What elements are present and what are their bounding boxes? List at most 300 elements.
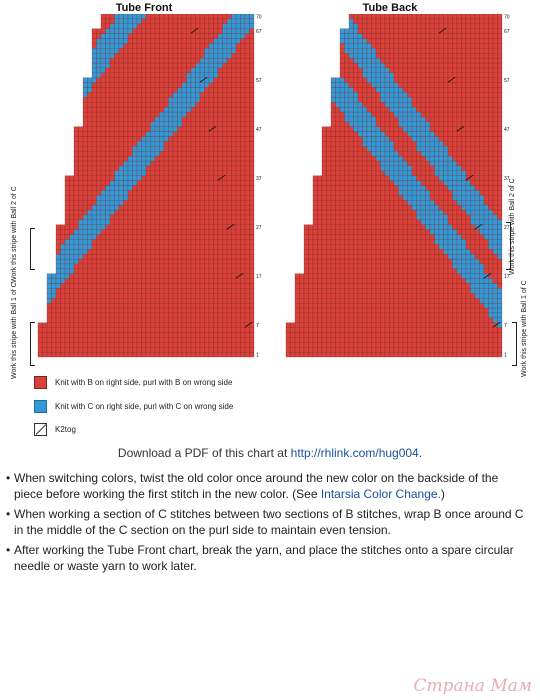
front-stitch-cell — [169, 58, 174, 63]
front-stitch-cell — [232, 249, 237, 254]
back-stitch-cell — [498, 269, 503, 274]
front-stitch-cell — [47, 274, 52, 279]
front-stitch-cell — [200, 200, 205, 205]
back-stitch-cell — [381, 318, 386, 323]
front-stitch-cell — [74, 146, 79, 151]
back-stitch-cell — [412, 298, 417, 303]
back-stitch-cell — [345, 342, 350, 347]
front-stitch-cell — [92, 132, 97, 137]
front-stitch-cell — [191, 225, 196, 230]
front-stitch-cell — [187, 186, 192, 191]
front-stitch-cell — [205, 68, 210, 73]
front-stitch-cell — [88, 127, 93, 132]
back-stitch-cell — [385, 190, 390, 195]
front-stitch-cell — [146, 264, 151, 269]
front-stitch-cell — [101, 68, 106, 73]
back-stitch-cell — [439, 347, 444, 352]
front-stitch-cell — [191, 92, 196, 97]
back-stitch-cell — [426, 210, 431, 215]
front-stitch-cell — [83, 230, 88, 235]
front-stitch-cell — [142, 117, 147, 122]
back-stitch-cell — [403, 323, 408, 328]
back-stitch-cell — [457, 195, 462, 200]
front-stitch-cell — [79, 151, 84, 156]
front-stitch-cell — [173, 274, 178, 279]
front-stitch-cell — [209, 264, 214, 269]
front-stitch-cell — [182, 195, 187, 200]
front-stitch-cell — [128, 269, 133, 274]
back-stitch-cell — [295, 318, 300, 323]
front-stitch-cell — [56, 318, 61, 323]
back-stitch-cell — [489, 137, 494, 142]
back-stitch-cell — [426, 137, 431, 142]
back-stitch-cell — [336, 298, 341, 303]
front-stitch-cell — [245, 235, 250, 240]
front-stitch-cell — [173, 63, 178, 68]
front-stitch-cell — [209, 279, 214, 284]
front-stitch-cell — [227, 43, 232, 48]
front-stitch-cell — [164, 293, 169, 298]
back-stitch-cell — [435, 161, 440, 166]
back-stitch-cell — [313, 220, 318, 225]
front-stitch-cell — [79, 239, 84, 244]
back-stitch-cell — [412, 127, 417, 132]
front-stitch-cell — [106, 186, 111, 191]
back-stitch-cell — [363, 264, 368, 269]
back-stitch-cell — [336, 347, 341, 352]
front-stitch-cell — [236, 313, 241, 318]
front-stitch-cell — [169, 186, 174, 191]
front-stitch-cell — [182, 279, 187, 284]
front-stitch-cell — [196, 298, 201, 303]
back-stitch-cell — [313, 328, 318, 333]
front-stitch-cell — [250, 225, 255, 230]
front-stitch-cell — [218, 132, 223, 137]
back-stitch-cell — [471, 137, 476, 142]
back-stitch-cell — [394, 279, 399, 284]
front-stitch-cell — [214, 333, 219, 338]
back-stitch-cell — [399, 200, 404, 205]
front-stitch-cell — [164, 279, 169, 284]
front-stitch-cell — [223, 347, 228, 352]
front-stitch-cell — [236, 53, 241, 58]
back-stitch-cell — [381, 225, 386, 230]
back-stitch-cell — [471, 303, 476, 308]
front-stitch-cell — [74, 323, 79, 328]
back-stitch-cell — [331, 279, 336, 284]
front-stitch-cell — [160, 161, 165, 166]
front-stitch-cell — [164, 122, 169, 127]
back-stitch-cell — [480, 284, 485, 289]
back-stitch-cell — [381, 279, 386, 284]
front-stitch-cell — [160, 58, 165, 63]
back-stitch-cell — [349, 313, 354, 318]
back-stitch-cell — [318, 195, 323, 200]
front-stitch-cell — [218, 200, 223, 205]
front-stitch-cell — [236, 225, 241, 230]
front-stitch-cell — [250, 24, 255, 29]
back-stitch-cell — [444, 132, 449, 137]
front-stitch-cell — [214, 137, 219, 142]
back-stitch-cell — [498, 303, 503, 308]
back-stitch-cell — [412, 342, 417, 347]
front-stitch-cell — [160, 288, 165, 293]
front-stitch-cell — [79, 323, 84, 328]
back-stitch-cell — [489, 244, 494, 249]
back-stitch-cell — [304, 298, 309, 303]
back-stitch-cell — [322, 259, 327, 264]
back-stitch-cell — [498, 186, 503, 191]
front-stitch-cell — [92, 264, 97, 269]
front-stitch-cell — [182, 63, 187, 68]
back-stitch-cell — [318, 352, 323, 357]
front-stitch-cell — [164, 308, 169, 313]
back-stitch-cell — [430, 195, 435, 200]
front-stitch-cell — [173, 146, 178, 151]
back-stitch-cell — [462, 264, 467, 269]
back-stitch-cell — [327, 323, 332, 328]
back-stitch-cell — [466, 161, 471, 166]
back-stitch-cell — [493, 244, 498, 249]
back-stitch-cell — [417, 146, 422, 151]
back-stitch-cell — [340, 313, 345, 318]
front-stitch-cell — [61, 342, 66, 347]
back-stitch-cell — [327, 308, 332, 313]
front-stitch-cell — [88, 303, 93, 308]
front-stitch-cell — [137, 73, 142, 78]
front-stitch-cell — [97, 127, 102, 132]
back-stitch-cell — [480, 239, 485, 244]
front-stitch-cell — [187, 298, 192, 303]
front-stitch-cell — [236, 215, 241, 220]
back-stitch-cell — [331, 205, 336, 210]
front-stitch-cell — [236, 298, 241, 303]
back-stitch-cell — [426, 195, 431, 200]
front-stitch-cell — [92, 43, 97, 48]
back-stitch-cell — [322, 161, 327, 166]
front-stitch-cell — [209, 92, 214, 97]
back-stitch-cell — [417, 171, 422, 176]
front-stitch-cell — [97, 284, 102, 289]
front-stitch-cell — [115, 68, 120, 73]
front-stitch-cell — [83, 122, 88, 127]
back-stitch-cell — [435, 274, 440, 279]
front-stitch-cell — [115, 195, 120, 200]
front-stitch-cell — [178, 141, 183, 146]
back-stitch-cell — [381, 220, 386, 225]
front-stitch-cell — [119, 190, 124, 195]
front-stitch-cell — [187, 73, 192, 78]
back-stitch-cell — [354, 210, 359, 215]
front-stitch-cell — [142, 303, 147, 308]
back-stitch-cell — [336, 352, 341, 357]
back-stitch-cell — [498, 249, 503, 254]
back-stitch-cell — [462, 333, 467, 338]
front-stitch-cell — [187, 190, 192, 195]
front-stitch-cell — [241, 53, 246, 58]
back-stitch-cell — [394, 288, 399, 293]
front-stitch-cell — [232, 127, 237, 132]
back-stitch-cell — [340, 220, 345, 225]
back-stitch-cell — [394, 269, 399, 274]
back-stitch-cell — [358, 146, 363, 151]
front-stitch-cell — [133, 34, 138, 39]
front-stitch-cell — [191, 190, 196, 195]
back-stitch-cell — [345, 279, 350, 284]
front-stitch-cell — [74, 151, 79, 156]
front-stitch-cell — [169, 166, 174, 171]
front-stitch-cell — [115, 249, 120, 254]
back-stitch-cell — [444, 171, 449, 176]
front-stitch-cell — [245, 337, 250, 342]
back-stitch-cell — [394, 254, 399, 259]
front-stitch-cell — [83, 279, 88, 284]
back-stitch-cell — [417, 205, 422, 210]
front-stitch-cell — [74, 161, 79, 166]
front-stitch-cell — [146, 235, 151, 240]
front-stitch-cell — [151, 230, 156, 235]
back-stitch-cell — [421, 210, 426, 215]
front-stitch-cell — [209, 34, 214, 39]
back-stitch-cell — [484, 284, 489, 289]
back-stitch-cell — [372, 137, 377, 142]
front-stitch-cell — [209, 342, 214, 347]
back-stitch-cell — [484, 254, 489, 259]
front-stitch-cell — [133, 313, 138, 318]
front-stitch-cell — [133, 146, 138, 151]
front-stitch-cell — [241, 186, 246, 191]
front-stitch-cell — [169, 146, 174, 151]
back-stitch-cell — [340, 249, 345, 254]
front-stitch-cell — [101, 308, 106, 313]
front-stitch-cell — [178, 333, 183, 338]
back-stitch-cell — [358, 151, 363, 156]
front-stitch-cell — [214, 43, 219, 48]
back-stitch-cell — [372, 239, 377, 244]
front-stitch-cell — [214, 141, 219, 146]
back-stitch-cell — [453, 274, 458, 279]
front-stitch-cell — [232, 200, 237, 205]
front-stitch-cell — [128, 190, 133, 195]
front-stitch-cell — [151, 137, 156, 142]
front-stitch-cell — [155, 284, 160, 289]
back-stitch-cell — [318, 225, 323, 230]
front-stitch-cell — [169, 132, 174, 137]
back-stitch-cell — [430, 122, 435, 127]
front-stitch-cell — [70, 303, 75, 308]
back-stitch-cell — [318, 323, 323, 328]
front-stitch-cell — [119, 127, 124, 132]
front-stitch-cell — [245, 102, 250, 107]
front-stitch-cell — [83, 303, 88, 308]
front-stitch-cell — [218, 249, 223, 254]
front-stitch-cell — [178, 107, 183, 112]
back-stitch-cell — [408, 328, 413, 333]
front-stitch-cell — [223, 92, 228, 97]
front-stitch-cell — [155, 259, 160, 264]
back-stitch-cell — [462, 342, 467, 347]
front-stitch-cell — [178, 19, 183, 24]
back-stitch-cell — [322, 279, 327, 284]
front-stitch-cell — [209, 137, 214, 142]
back-stitch-cell — [327, 259, 332, 264]
back-stitch-cell — [480, 176, 485, 181]
front-stitch-cell — [191, 161, 196, 166]
front-stitch-cell — [173, 48, 178, 53]
front-stitch-cell — [236, 68, 241, 73]
front-stitch-cell — [164, 19, 169, 24]
front-stitch-cell — [245, 39, 250, 44]
front-stitch-cell — [115, 298, 120, 303]
front-stitch-cell — [223, 171, 228, 176]
back-stitch-cell — [376, 244, 381, 249]
back-stitch-cell — [403, 161, 408, 166]
front-stitch-cell — [155, 308, 160, 313]
back-stitch-cell — [354, 352, 359, 357]
front-stitch-cell — [38, 352, 43, 357]
front-stitch-cell — [178, 53, 183, 58]
back-stitch-cell — [430, 323, 435, 328]
front-stitch-cell — [164, 352, 169, 357]
front-stitch-cell — [241, 166, 246, 171]
back-stitch-cell — [448, 259, 453, 264]
back-stitch-cell — [498, 288, 503, 293]
back-stitch-cell — [430, 298, 435, 303]
front-stitch-cell — [236, 58, 241, 63]
back-stitch-cell — [448, 146, 453, 151]
front-stitch-cell — [155, 318, 160, 323]
front-stitch-cell — [205, 58, 210, 63]
front-stitch-cell — [115, 337, 120, 342]
back-stitch-cell — [435, 259, 440, 264]
front-stitch-cell — [106, 210, 111, 215]
back-stitch-cell — [304, 269, 309, 274]
front-stitch-cell — [92, 166, 97, 171]
front-stitch-cell — [196, 200, 201, 205]
front-stitch-cell — [146, 48, 151, 53]
front-stitch-cell — [137, 39, 142, 44]
front-stitch-cell — [133, 259, 138, 264]
front-stitch-cell — [196, 39, 201, 44]
front-stitch-cell — [241, 347, 246, 352]
back-stitch-cell — [345, 220, 350, 225]
front-stitch-cell — [245, 151, 250, 156]
front-stitch-cell — [200, 337, 205, 342]
back-stitch-cell — [309, 342, 314, 347]
front-stitch-cell — [196, 34, 201, 39]
front-stitch-cell — [241, 279, 246, 284]
front-stitch-cell — [227, 73, 232, 78]
back-stitch-cell — [390, 269, 395, 274]
front-stitch-cell — [227, 19, 232, 24]
front-stitch-cell — [196, 342, 201, 347]
back-stitch-cell — [340, 166, 345, 171]
front-stitch-cell — [133, 117, 138, 122]
front-stitch-cell — [214, 298, 219, 303]
front-stitch-cell — [232, 48, 237, 53]
front-stitch-cell — [61, 288, 66, 293]
front-stitch-cell — [65, 337, 70, 342]
front-stitch-cell — [250, 274, 255, 279]
front-stitch-cell — [101, 303, 106, 308]
front-stitch-cell — [205, 230, 210, 235]
front-stitch-cell — [133, 235, 138, 240]
front-stitch-cell — [119, 161, 124, 166]
back-stitch-cell — [304, 323, 309, 328]
front-stitch-cell — [196, 141, 201, 146]
front-stitch-cell — [151, 342, 156, 347]
back-stitch-cell — [363, 176, 368, 181]
front-stitch-cell — [160, 14, 165, 19]
front-stitch-cell — [187, 215, 192, 220]
front-stitch-cell — [142, 342, 147, 347]
back-stitch-cell — [349, 210, 354, 215]
front-stitch-cell — [223, 303, 228, 308]
front-stitch-cell — [196, 244, 201, 249]
back-stitch-cell — [340, 333, 345, 338]
back-stitch-cell — [399, 333, 404, 338]
front-stitch-cell — [241, 171, 246, 176]
back-stitch-cell — [318, 279, 323, 284]
back-stitch-cell — [430, 137, 435, 142]
back-stitch-cell — [385, 269, 390, 274]
front-stitch-cell — [178, 259, 183, 264]
front-stitch-cell — [164, 171, 169, 176]
back-stitch-cell — [417, 337, 422, 342]
front-stitch-cell — [209, 347, 214, 352]
back-stitch-cell — [435, 328, 440, 333]
front-stitch-cell — [56, 269, 61, 274]
front-stitch-cell — [70, 293, 75, 298]
front-stitch-cell — [97, 176, 102, 181]
front-stitch-cell — [223, 24, 228, 29]
back-stitch-cell — [498, 264, 503, 269]
front-stitch-cell — [245, 298, 250, 303]
back-stitch-cell — [439, 225, 444, 230]
front-stitch-cell — [209, 323, 214, 328]
back-stitch-cell — [318, 274, 323, 279]
back-stitch-cell — [484, 333, 489, 338]
back-stitch-cell — [466, 333, 471, 338]
back-stitch-cell — [417, 161, 422, 166]
back-stitch-cell — [358, 308, 363, 313]
front-stitch-cell — [227, 239, 232, 244]
front-stitch-cell — [79, 259, 84, 264]
back-stitch-cell — [439, 161, 444, 166]
back-stitch-cell — [453, 161, 458, 166]
back-stitch-cell — [475, 186, 480, 191]
front-stitch-cell — [142, 347, 147, 352]
front-stitch-cell — [227, 254, 232, 259]
front-stitch-cell — [160, 92, 165, 97]
front-stitch-cell — [173, 293, 178, 298]
front-stitch-cell — [88, 239, 93, 244]
back-stitch-cell — [484, 171, 489, 176]
back-stitch-cell — [399, 259, 404, 264]
front-stitch-cell — [92, 181, 97, 186]
back-stitch-cell — [345, 274, 350, 279]
front-stitch-cell — [187, 137, 192, 142]
front-stitch-cell — [191, 337, 196, 342]
back-stitch-cell — [390, 195, 395, 200]
back-stitch-cell — [430, 318, 435, 323]
front-stitch-cell — [250, 337, 255, 342]
front-stitch-cell — [209, 200, 214, 205]
back-stitch-cell — [304, 337, 309, 342]
back-stitch-cell — [439, 239, 444, 244]
back-stitch-cell — [367, 342, 372, 347]
back-stitch-cell — [466, 195, 471, 200]
